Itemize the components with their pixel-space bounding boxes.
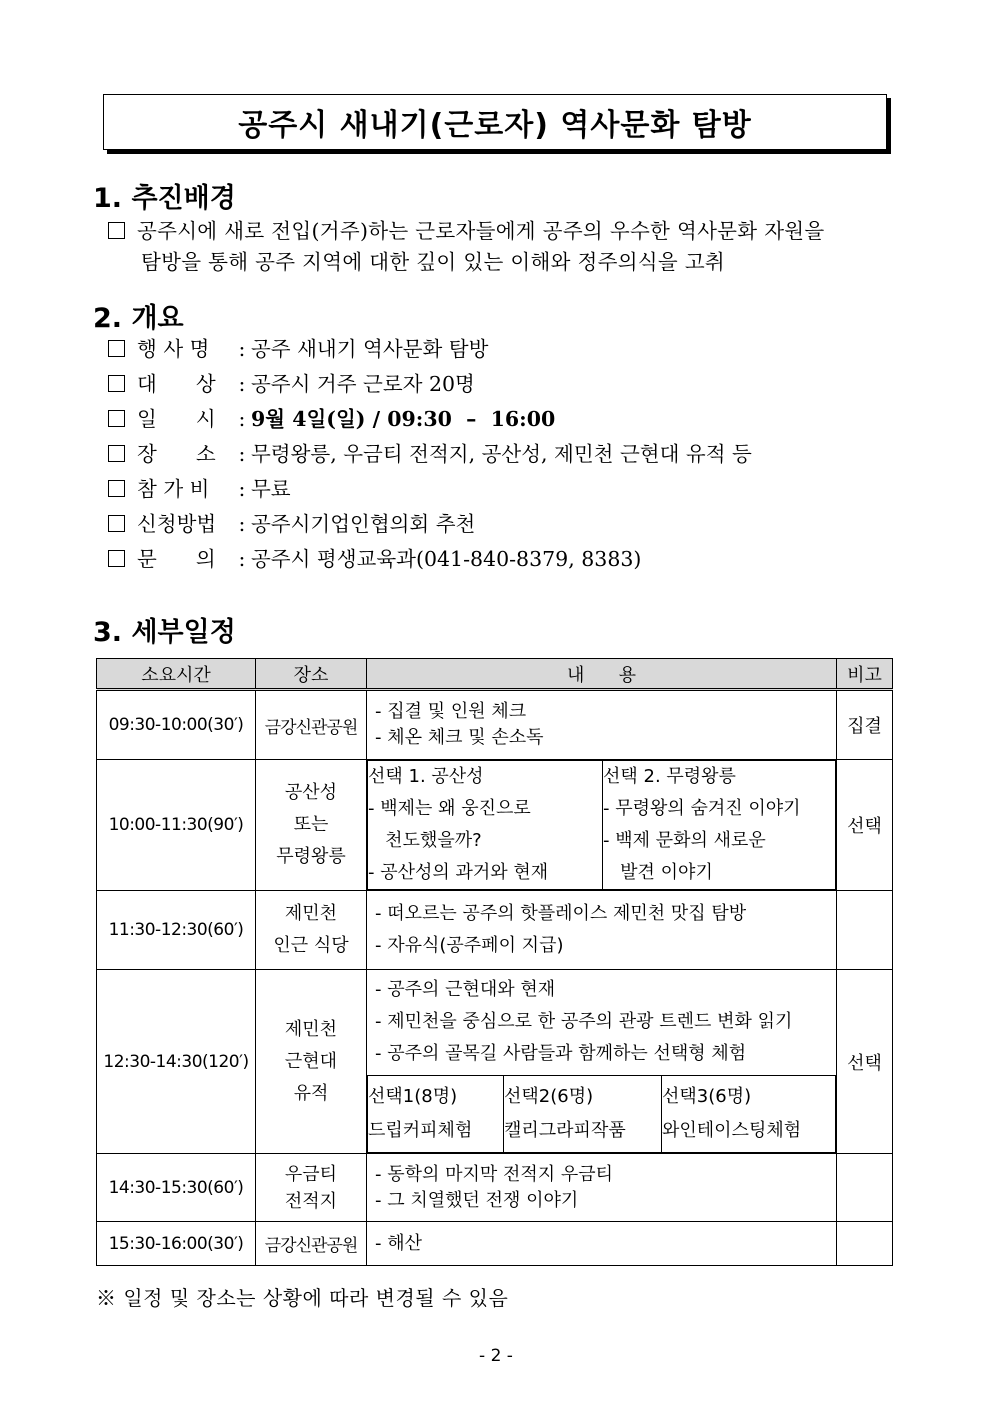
note-cell: 선택 [837,970,893,1154]
checkbox-icon [108,410,125,427]
choice-1: 선택1(8명) 드립커피체험 [368,1076,504,1153]
place-cell: 금강신관공원 [256,1222,367,1266]
checkbox-icon [108,340,125,357]
place-cell: 우금티 전적지 [256,1154,367,1222]
overview-item: 참 가 비 : 무료 [108,474,291,504]
checkbox-icon [108,550,125,567]
schedule-table [96,658,893,1266]
choice-3: 선택3(6명) 와인테이스팅체험 [662,1076,836,1153]
document-title: 공주시 새내기(근로자) 역사문화 탐방 [103,94,887,150]
checkbox-icon [108,515,125,532]
place-cell: 공산성 또는 무령왕릉 [256,760,367,891]
choice-2: 선택2(6명) 캘리그라피작품 [504,1076,662,1153]
time-cell: 11:30-12:30(60′) [97,891,256,970]
time-cell: 14:30-15:30(60′) [97,1154,256,1222]
checkbox-icon [108,222,125,239]
checkbox-icon [108,375,125,392]
content-cell: - 공주의 근현대와 현재 - 제민천을 중심으로 한 공주의 관광 트렌드 변화 읽기 - 공주의 골목길 사람들과 함께하는 선택형 체험 선택1(8명) 드립커피체험 선택2(6명) 캘리그라피작품 선택3(6명) 와인테이스팅체험 [367,970,837,1154]
overview-item: 문 의 : 공주시 평생교육과(041-840-8379, 8383) [108,544,641,574]
page-number: - 2 - [479,1346,513,1366]
section-heading-overview: 2. 개요 [93,303,184,334]
place-cell: 금강신관공원 [256,690,367,760]
note-cell: 선택 [837,760,893,891]
checkbox-icon [108,445,125,462]
note-cell [837,891,893,970]
content-cell: - 동학의 마지막 전적지 우금티 - 그 치열했던 전쟁 이야기 [367,1154,837,1222]
column-header: 비고 [837,659,893,690]
option-1: 선택 1. 공산성 - 백제는 왜 웅진으로 천도했을까? - 공산성의 과거와 현재 [368,761,603,890]
footnote: ※ 일정 및 장소는 상황에 따라 변경될 수 있음 [96,1286,509,1310]
table-row [97,1154,893,1222]
overview-item: 일 시 : 9월 4일(일) / 09:30 – 16:00 [108,404,555,434]
table-row [97,1222,893,1266]
table-row [97,891,893,970]
content-cell [367,760,837,891]
note-cell: 집결 [837,690,893,760]
section-heading-background: 1. 추진배경 [93,183,236,214]
content-cell: - 집결 및 인원 체크 - 체온 체크 및 손소독 [367,690,837,760]
table-header-row [97,659,893,690]
table-row [97,760,893,891]
place-cell: 제민천 인근 식당 [256,891,367,970]
option-2: 선택 2. 무령왕릉 - 무령왕의 숨겨진 이야기 - 백제 문화의 새로운 발견 이야기 [603,761,836,890]
time-cell: 10:00-11:30(90′) [97,760,256,891]
place-cell: 제민천 근현대 유적 [256,970,367,1154]
time-cell: 12:30-14:30(120′) [97,970,256,1154]
time-cell: 15:30-16:00(30′) [97,1222,256,1266]
overview-item: 대 상 : 공주시 거주 근로자 20명 [108,369,475,399]
column-header: 내 용 [367,659,837,690]
table-row [97,690,893,760]
time-cell: 09:30-10:00(30′) [97,690,256,760]
overview-item: 행 사 명 : 공주 새내기 역사문화 탐방 [108,334,488,364]
background-paragraph: 공주시에 새로 전입(거주)하는 근로자들에게 공주의 우수한 역사문화 자원을 탐방을 통해 공주 지역에 대한 깊이 있는 이해와 정주의식을 고취 [108,216,825,278]
note-cell [837,1154,893,1222]
section-heading-schedule: 3. 세부일정 [93,617,236,648]
column-header: 소요시간 [97,659,256,690]
table-row [97,970,893,1154]
column-header: 장소 [256,659,367,690]
overview-item: 신청방법 : 공주시기업인협의회 추천 [108,509,475,539]
content-cell: - 떠오르는 공주의 핫플레이스 제민천 맛집 탐방 - 자유식(공주페이 지급) [367,891,837,970]
choice-table [367,1075,836,1153]
note-cell [837,1222,893,1266]
content-cell: - 해산 [367,1222,837,1266]
overview-item: 장 소 : 무령왕릉, 우금티 전적지, 공산성, 제민천 근현대 유적 등 [108,439,752,469]
checkbox-icon [108,480,125,497]
